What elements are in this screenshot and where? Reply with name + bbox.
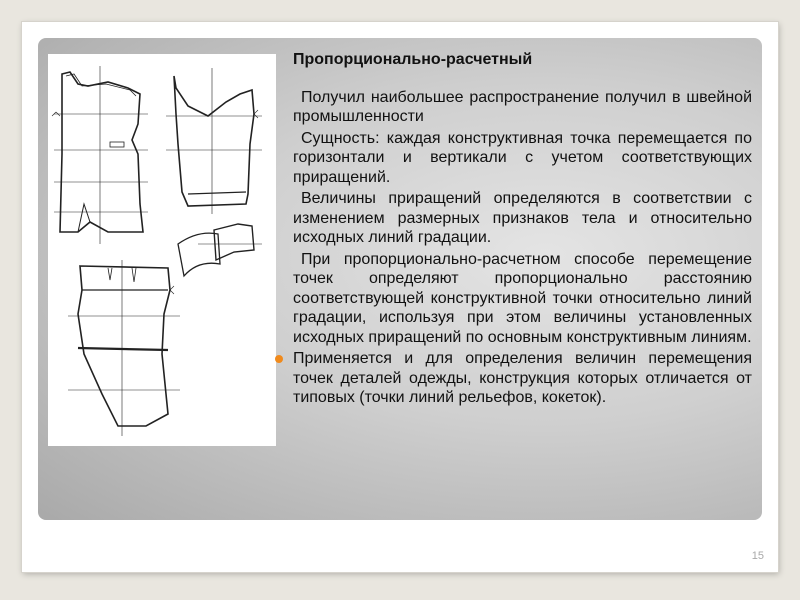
paragraph-2: Сущность: каждая конструктивная точка перемещается по горизонтали и вертикали с учетом соответствующих приращений.: [293, 129, 752, 186]
bullet-item: [293, 349, 752, 408]
page-number: 15: [751, 550, 764, 562]
bullet-dot-icon: [275, 355, 283, 363]
pattern-grading-drawing: [48, 54, 276, 446]
slide-title: Пропорционально-расчетный: [293, 51, 533, 68]
pattern-drawing-svg: [48, 54, 276, 446]
paragraph-1: Получил наибольшее распространение получил в швейной промышленности: [293, 88, 752, 125]
paragraph-4: При пропорционально-расчетном способе перемещение точек определяют пропорционально расстоянию соответствующей конструктивной точки относительно линий градации, используя при этом величины установленных исходных приращений по основным конструктивным линиям.: [293, 250, 752, 346]
slide: [22, 22, 778, 572]
content-panel: [38, 38, 762, 520]
slide-text: [293, 50, 752, 408]
bullet-text: Применяется и для определения величин перемещения точек деталей одежды, конструкция которых отличается от типовых (точки линий рельефов, кокеток).: [293, 350, 752, 406]
paragraph-3: Величины приращений определяются в соответствии с изменением размерных признаков тела и относительно исходных линий градации.: [293, 190, 752, 246]
